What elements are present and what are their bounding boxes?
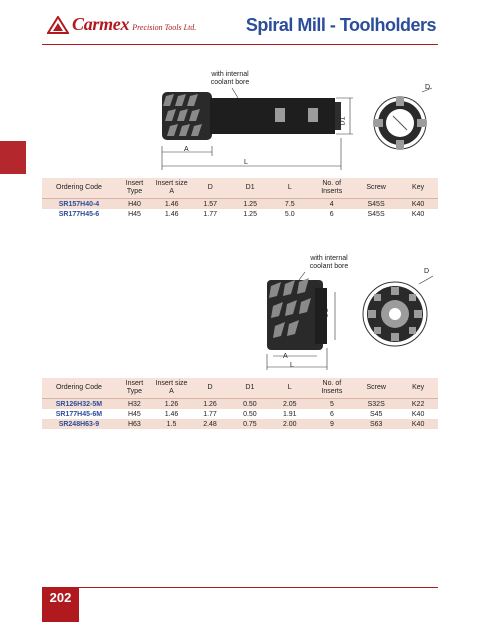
carmex-logo-icon — [47, 16, 69, 34]
ordering-code: SR177H45-6M — [42, 409, 116, 419]
brand-logo — [47, 14, 196, 35]
ordering-code: SR157H40-4 — [42, 199, 116, 210]
cutter-body-2 — [267, 278, 327, 350]
table-cell: K40 — [398, 409, 438, 419]
end-view-2 — [363, 276, 433, 346]
toolholder-drawing-1 — [150, 78, 440, 178]
table-cell: 1.91 — [270, 409, 310, 419]
table-cell: 2.05 — [270, 399, 310, 410]
table-row — [42, 209, 438, 219]
column-header: Insert size A — [153, 378, 190, 399]
ordering-code: SR126H32-5M — [42, 399, 116, 410]
table-cell: H45 — [116, 409, 153, 419]
table-cell: 2.00 — [270, 419, 310, 429]
table-cell: 1.26 — [190, 399, 230, 410]
page-title: Spiral Mill - Toolholders — [245, 15, 436, 35]
table-cell: 1.77 — [190, 209, 230, 219]
ordering-code: SR177H45-6 — [42, 209, 116, 219]
column-header: Ordering Code — [42, 178, 116, 199]
table-cell: 7.5 — [270, 199, 309, 210]
table-cell: S32S — [354, 399, 398, 410]
coolant-callout-1: with internal coolant bore — [210, 71, 250, 86]
column-header: Screw — [354, 178, 398, 199]
table-cell: H45 — [116, 209, 153, 219]
column-header: Screw — [354, 378, 398, 399]
dim-label-a-1: A — [184, 146, 189, 153]
dim-label-d-2: D — [424, 268, 430, 275]
dim-label-d1-2: D1 — [322, 308, 330, 318]
brand-name: Carmex — [72, 14, 130, 34]
page-number: 202 — [42, 587, 79, 622]
table-cell: 1.25 — [230, 209, 270, 219]
column-header: D — [190, 178, 230, 199]
table-cell: S45S — [354, 199, 398, 210]
spec-table-2 — [42, 378, 438, 429]
table-cell: 0.50 — [230, 399, 270, 410]
column-header: D1 — [230, 378, 270, 399]
table-cell: 0.50 — [230, 409, 270, 419]
table-cell: H63 — [116, 419, 153, 429]
column-header: L — [270, 378, 310, 399]
header-divider — [42, 44, 438, 45]
table-cell: 1.46 — [153, 209, 190, 219]
table-cell: H32 — [116, 399, 153, 410]
table-cell: S45 — [354, 409, 398, 419]
table-cell: 1.25 — [230, 199, 270, 210]
dim-label-l-2: L — [290, 362, 294, 369]
dim-label-d-1: D — [425, 84, 431, 91]
table-cell: 1.5 — [153, 419, 190, 429]
dim-label-d1-1: D1 — [339, 116, 347, 126]
column-header: D — [190, 378, 230, 399]
shank-1 — [210, 98, 341, 134]
table-cell: 6 — [309, 209, 353, 219]
column-header: No. of Inserts — [310, 378, 354, 399]
table-cell: K40 — [398, 419, 438, 429]
table-cell: S45S — [354, 209, 398, 219]
section-tab — [0, 141, 26, 174]
table-cell: 1.26 — [153, 399, 190, 410]
coolant-callout-2: with internal coolant bore — [309, 255, 349, 270]
column-header: Key — [398, 178, 438, 199]
table-cell: 0.75 — [230, 419, 270, 429]
table-cell: 1.46 — [153, 199, 190, 210]
table-cell: 1.57 — [190, 199, 230, 210]
end-view-1 — [374, 88, 432, 149]
table-cell: 4 — [309, 199, 353, 210]
column-header: D1 — [230, 178, 270, 199]
table-row — [42, 399, 438, 410]
column-header: Insert Type — [116, 378, 153, 399]
column-header: Ordering Code — [42, 378, 116, 399]
table-cell: 6 — [310, 409, 354, 419]
ordering-code: SR248H63-9 — [42, 419, 116, 429]
column-header: Insert size A — [153, 178, 190, 199]
column-header: Key — [398, 378, 438, 399]
table-row — [42, 419, 438, 429]
table-cell: K22 — [398, 399, 438, 410]
table-row — [42, 409, 438, 419]
table-cell: 2.48 — [190, 419, 230, 429]
table-cell: 5 — [310, 399, 354, 410]
table-cell: 9 — [310, 419, 354, 429]
spec-table-1 — [42, 178, 438, 219]
table-cell: K40 — [398, 209, 438, 219]
table-row — [42, 199, 438, 210]
table-cell: S63 — [354, 419, 398, 429]
table-cell: 1.46 — [153, 409, 190, 419]
page-header — [0, 0, 480, 46]
footer-divider — [42, 587, 438, 588]
column-header: Insert Type — [116, 178, 153, 199]
column-header: No. of Inserts — [309, 178, 353, 199]
brand-subtitle: Precision Tools Ltd. — [132, 22, 197, 32]
dim-label-a-2: A — [283, 353, 288, 360]
dim-label-l-1: L — [244, 159, 248, 166]
table-cell: H40 — [116, 199, 153, 210]
table-cell: K40 — [398, 199, 438, 210]
table-cell: 5.0 — [270, 209, 309, 219]
column-header: L — [270, 178, 309, 199]
table-cell: 1.77 — [190, 409, 230, 419]
cutter-head-1 — [162, 92, 212, 140]
